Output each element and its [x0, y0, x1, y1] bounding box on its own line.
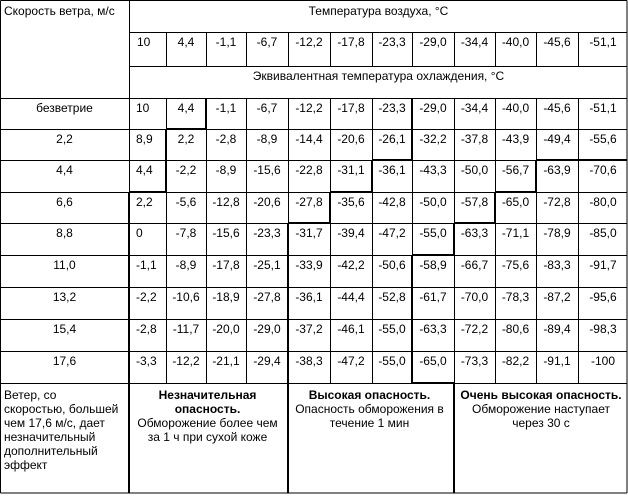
wind-speed-cell: 8,8 [56, 226, 73, 240]
equivalent-temp-cell: -55,0 [378, 322, 406, 336]
equivalent-temp-cell: -50,0 [419, 195, 447, 209]
wind-speed-cell: 15,4 [52, 322, 77, 336]
equivalent-temp-cell: -56,7 [501, 163, 530, 177]
low-danger-title: Незначительная [158, 388, 257, 402]
equivalent-temp-cell: -22,8 [295, 163, 323, 177]
equivalent-temp-cell: -82,2 [501, 354, 530, 368]
equivalent-temp-cell: -100 [590, 354, 616, 368]
equivalent-temp-cell: -63,9 [543, 163, 571, 177]
wind-speed-cell: 6,6 [56, 195, 73, 209]
equivalent-temp-cell: -52,8 [378, 290, 406, 304]
equivalent-temp-cell: -8,9 [215, 163, 237, 177]
equivalent-temp-cell: -70,0 [460, 290, 489, 304]
equivalent-temp-cell: -87,2 [543, 290, 571, 304]
note-line: эффект [4, 458, 48, 472]
wind-speed-cell: 4,4 [56, 163, 73, 177]
equivalent-temp-cell: -2,8 [215, 132, 237, 146]
equivalent-temp-cell: -29,0 [253, 322, 281, 336]
air-temp-header-cell: 10 [137, 35, 151, 49]
equivalent-temp-cell: -43,9 [501, 132, 530, 146]
equivalent-temp-cell: -66,7 [460, 258, 489, 272]
equivalent-temp-cell: -2,8 [136, 322, 157, 336]
equivalent-temp-cell: -61,7 [419, 290, 447, 304]
equivalent-temp-cell: -91,1 [543, 354, 571, 368]
equivalent-temp-cell: -75,6 [501, 258, 530, 272]
equivalent-temp-cell: -14,4 [295, 132, 323, 146]
low-danger-title: опасность. [174, 402, 241, 416]
equivalent-temp-cell: -55,0 [419, 226, 447, 240]
wind-speed-cell: 2,2 [56, 132, 73, 146]
equivalent-temp-cell: -47,2 [337, 354, 365, 368]
equivalent-temp-cell: -65,0 [419, 354, 447, 368]
equivalent-temp-cell: -55,0 [378, 354, 406, 368]
equivalent-temp-cell: -31,1 [337, 163, 365, 177]
wind-speed-cell: безветрие [36, 101, 93, 115]
equivalent-temp-cell: -26,1 [378, 132, 406, 146]
equivalent-temp-cell: -57,8 [460, 195, 489, 209]
air-temp-header-cell: -23,3 [378, 35, 406, 49]
wind-speed-cell: 11,0 [53, 258, 76, 272]
equivalent-temp-cell: -36,1 [378, 163, 406, 177]
equivalent-temp-cell: -27,8 [295, 195, 323, 209]
equivalent-temp-cell: -29,4 [253, 354, 281, 368]
equivalent-temp-cell: -35,6 [337, 195, 365, 209]
equivalent-temp-cell: -27,8 [253, 290, 281, 304]
equivalent-temp-cell: 2,2 [136, 195, 153, 209]
air-temp-header-cell: -51,1 [589, 35, 617, 49]
equivalent-temp-cell: -37,8 [460, 132, 489, 146]
equivalent-temp-cell: -46,1 [337, 322, 365, 336]
equivalent-temp-cell: -49,4 [543, 132, 571, 146]
very-high-danger-desc: через 30 с [512, 416, 570, 430]
equivalent-temp-cell: -73,3 [460, 354, 489, 368]
equivalent-temp-cell: -17,8 [337, 101, 365, 115]
air-temperature-header: Температура воздуха, °C [308, 4, 449, 18]
equivalent-temp-cell: -23,3 [253, 226, 281, 240]
equivalent-temp-cell: -72,8 [543, 195, 571, 209]
equivalent-temp-cell: -51,1 [589, 101, 617, 115]
air-temp-header-cell: -17,8 [337, 35, 365, 49]
equivalent-temp-cell: -20,6 [337, 132, 365, 146]
wind-speed-cell: 13,2 [52, 290, 77, 304]
air-temp-header-cell: -6,7 [256, 35, 278, 49]
equivalent-temp-cell: -50,6 [378, 258, 406, 272]
equivalent-temp-cell: -11,7 [172, 322, 200, 336]
high-danger-zone [287, 388, 452, 430]
air-temp-header-cell: -34,4 [460, 35, 489, 49]
high-danger-desc: Опасность обморожения в [295, 402, 444, 416]
equivalent-temp-cell: -32,2 [419, 132, 447, 146]
equivalent-temp-cell: -43,3 [419, 163, 447, 177]
equivalent-temp-cell: -21,1 [212, 354, 240, 368]
equivalent-temp-cell: -36,1 [295, 290, 323, 304]
equivalent-temp-cell: -95,6 [589, 290, 617, 304]
equivalent-temp-cell: -8,9 [256, 132, 278, 146]
low-danger-desc: за 1 ч при сухой коже [147, 430, 268, 444]
equivalent-temp-cell: -25,1 [253, 258, 281, 272]
equivalent-temp-cell: -8,9 [175, 258, 197, 272]
equivalent-temp-cell: -1,1 [136, 258, 157, 272]
note-line: незначительный [4, 430, 96, 444]
equivalent-temp-cell: -44,4 [337, 290, 365, 304]
equivalent-temp-cell: -12,2 [295, 101, 323, 115]
air-temp-header-cell: -45,6 [543, 35, 571, 49]
equivalent-temp-cell: -58,9 [419, 258, 447, 272]
equivalent-temp-cell: -63,3 [460, 226, 489, 240]
equivalent-temp-cell: -10,6 [172, 290, 200, 304]
equivalent-temp-cell: -33,9 [295, 258, 323, 272]
air-temp-header-cell: -1,1 [215, 35, 237, 49]
equivalent-temp-cell: -98,3 [589, 322, 617, 336]
equivalent-temp-cell: -42,2 [337, 258, 365, 272]
equivalent-temp-cell: -23,3 [378, 101, 406, 115]
equivalent-temp-cell: -55,6 [589, 132, 617, 146]
equivalent-temp-cell: 4,4 [177, 101, 195, 115]
equivalent-temp-cell: -70,6 [589, 163, 617, 177]
air-temp-header-cell: 4,4 [177, 35, 195, 49]
equivalent-temp-cell: -1,1 [215, 101, 237, 115]
very-high-danger-zone [454, 388, 628, 430]
equivalent-temp-cell: -78,9 [543, 226, 571, 240]
equivalent-temp-cell: -63,3 [419, 322, 447, 336]
equivalent-temp-cell: -5,6 [175, 195, 197, 209]
equivalent-temp-cell: -91,7 [589, 258, 617, 272]
equivalent-temp-cell: -20,6 [253, 195, 281, 209]
equivalent-temp-cell: -15,6 [253, 163, 281, 177]
equivalent-temp-cell: -65,0 [501, 195, 530, 209]
low-danger-desc: Обморожение более чем [137, 416, 278, 430]
equivalent-temp-cell: -72,2 [460, 322, 489, 336]
very-high-danger-desc: Обморожение наступает [472, 402, 610, 416]
equivalent-temp-cell: -50,0 [460, 163, 489, 177]
equivalent-temp-cell: -45,6 [543, 101, 571, 115]
equivalent-temp-cell: -12,8 [212, 195, 240, 209]
air-temp-header-cell: -12,2 [295, 35, 323, 49]
equivalent-temp-cell: -34,4 [460, 101, 489, 115]
wind-speed-header: Скорость ветра, м/с [4, 4, 115, 18]
equivalent-temp-cell: -40,0 [501, 101, 530, 115]
equivalent-temp-cell: -89,4 [543, 322, 571, 336]
equivalent-temp-cell: 0 [136, 226, 143, 240]
equivalent-temp-cell: -7,8 [175, 226, 197, 240]
equivalent-temp-cell: 8,9 [136, 132, 153, 146]
air-temp-header-cell: -29,0 [419, 35, 447, 49]
equivalent-temp-cell: -83,3 [543, 258, 571, 272]
low-danger-zone [129, 388, 286, 444]
equivalent-temp-cell: -18,9 [212, 290, 240, 304]
equivalent-temp-cell: -15,6 [212, 226, 240, 240]
air-temp-header-cell: -40,0 [501, 35, 530, 49]
equivalent-temp-cell: -71,1 [501, 226, 530, 240]
equivalent-temp-cell: 10 [136, 101, 150, 115]
note-line: дополнительный [4, 444, 98, 458]
equivalent-temp-cell: -17,8 [212, 258, 240, 272]
equivalent-temp-cell: -38,3 [295, 354, 323, 368]
equivalent-temp-cell: -80,6 [501, 322, 530, 336]
equivalent-temp-cell: -31,7 [295, 226, 323, 240]
footer-note [4, 388, 126, 472]
equivalent-temp-cell: -2,2 [136, 290, 157, 304]
high-danger-title: Высокая опасность. [308, 388, 431, 402]
note-line: скоростью, большей [4, 402, 119, 416]
equivalent-temp-cell: -78,3 [501, 290, 530, 304]
wind-speed-cell: 17,6 [52, 354, 77, 368]
equivalent-temp-cell: 4,4 [136, 163, 153, 177]
high-danger-desc: течение 1 мин [329, 416, 410, 430]
equivalent-temp-cell: -47,2 [378, 226, 406, 240]
equivalent-temp-cell: -12,2 [172, 354, 200, 368]
equivalent-temp-cell: -2,2 [175, 163, 197, 177]
equivalent-temp-cell: -85,0 [589, 226, 617, 240]
equivalent-temp-cell: -42,8 [378, 195, 406, 209]
note-line: Ветер, со [4, 388, 57, 402]
note-line: чем 17,6 м/с, дает [4, 416, 105, 430]
equivalent-temp-cell: -20,0 [212, 322, 240, 336]
very-high-danger-title: Очень высокая опасность. [460, 388, 622, 402]
equivalent-temp-cell: -37,2 [295, 322, 323, 336]
equivalent-temperature-header: Эквивалентная температура охлаждения, °C [252, 69, 505, 83]
equivalent-temp-cell: -80,0 [589, 195, 617, 209]
equivalent-temp-cell: -6,7 [256, 101, 278, 115]
equivalent-temp-cell: -39,4 [337, 226, 365, 240]
equivalent-temp-cell: -29,0 [419, 101, 447, 115]
equivalent-temp-cell: -3,3 [136, 354, 157, 368]
equivalent-temp-cell: 2,2 [177, 132, 195, 146]
